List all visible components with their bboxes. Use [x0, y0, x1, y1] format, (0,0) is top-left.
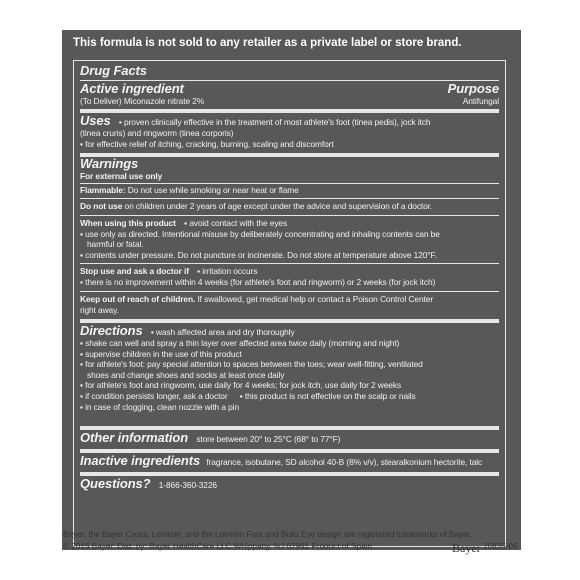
stop-use-item: ▪ there is no improvement within 4 weeks (for athlete's foot and ringworm) or 2 weeks (for jock itch) [80, 277, 499, 288]
warnings-section [80, 157, 499, 182]
directions-section [80, 324, 499, 412]
directions-item: ▪ wash affected area and dry thoroughly [151, 327, 295, 337]
other-information-section [80, 431, 499, 445]
do-not-use-section [80, 201, 499, 212]
divider [80, 263, 499, 264]
do-not-use-text: on children under 2 years of age except under the advice and supervision of a doctor. [124, 201, 433, 211]
active-ingredient-heading: Active ingredient [80, 81, 184, 96]
divider [80, 291, 499, 292]
keep-out-text: If swallowed, get medical help or contact a Poison Control Center [197, 294, 434, 304]
flammable-section [80, 185, 499, 196]
stop-use-section [80, 266, 499, 287]
inactive-ingredients-text: fragrance, isobutane, SD alcohol 40-B (8% v/v), stearalkonium hectorite, talc [206, 457, 483, 467]
flammable-label: Flammable: [80, 185, 126, 195]
keep-out-text-cont: right away. [80, 304, 119, 315]
directions-item: ▪ for athlete's foot: pay special attention to spaces between the toes; wear well-fitting, ventilated [80, 359, 499, 370]
other-information-title: Other information [80, 430, 189, 445]
uses-item: ▪ for effective relief of itching, cracking, burning, scaling and discomfort [80, 139, 499, 150]
active-ingredient-line: (To Deliver) Miconazole nitrate 2% [80, 96, 205, 106]
inactive-ingredients-title: Inactive ingredients [80, 453, 201, 468]
bayer-brand: Bayer [452, 541, 481, 555]
directions-title: Directions [80, 323, 143, 338]
drug-facts-box [73, 60, 506, 547]
uses-section [80, 114, 499, 149]
trademark-footer: Bayer, the Bayer Cross, Lotrimin, and the Lotrimin Foot and Bulls Eye design are registered trademarks of Bayer. [63, 530, 473, 539]
directions-item: ▪ for athlete's foot and ringworm, use daily for 4 weeks; for jock itch, use daily for 2 weeks [80, 380, 499, 391]
uses-item: ▪ proven clinically effective in the treatment of most athlete's foot (tinea pedis), jock itch [119, 117, 431, 127]
do-not-use-label: Do not use [80, 201, 123, 211]
directions-item: ▪ supervise children in the use of this product [80, 349, 499, 360]
drug-facts-title: Drug Facts [80, 63, 147, 78]
flammable-text: Do not use while smoking or near heat or flame [127, 185, 299, 195]
divider [80, 183, 499, 184]
external-use-text: For external use only [80, 171, 163, 181]
directions-item-cont: shoes and change shoes and socks at least once daily [87, 369, 285, 380]
when-using-section [80, 218, 499, 260]
distributor-footer: © 2015 Bayer. Dist. by: Bayer HealthCare LLC Whippany, NJ 07981 Product of Spain. [63, 542, 375, 551]
divider [80, 109, 499, 113]
when-using-item-cont: harmful or fatal. [87, 239, 144, 250]
questions-title: Questions? [80, 476, 151, 491]
uses-item-cont: (tinea cruris) and ringworm (tinea corporis) [80, 128, 234, 138]
active-ingredient-section [80, 82, 499, 107]
header-note: This formula is not sold to any retailer as a private label or store brand. [73, 37, 462, 49]
directions-item: ▪ shake can well and spray a thin layer over affected area twice daily (morning and night) [80, 338, 499, 349]
when-using-item: ▪ contents under pressure. Do not puncture or incinerate. Do not store at temperature above 120°F. [80, 250, 499, 261]
stop-use-item: ▪ irritation occurs [197, 266, 257, 276]
when-using-item: ▪ avoid contact with the eyes [184, 218, 287, 228]
when-using-item: ▪ use only as directed. Intentional misuse by deliberately concentrating and inhaling contents can be [80, 229, 499, 240]
divider [80, 215, 499, 216]
stop-use-label: Stop use and ask a doctor if [80, 266, 189, 276]
directions-item: ▪ if condition persists longer, ask a doctor [80, 391, 228, 401]
inactive-ingredients-section [80, 454, 499, 468]
uses-title: Uses [80, 113, 111, 128]
purpose-heading: Purpose [447, 81, 499, 96]
questions-section [80, 477, 499, 491]
keep-out-section [80, 294, 499, 315]
divider [80, 198, 499, 199]
directions-item: ▪ this product is not effective on the scalp or nails [240, 391, 416, 401]
warnings-title: Warnings [80, 156, 139, 171]
other-information-text: store between 20° to 25°C (68° to 77°F) [196, 434, 341, 444]
drug-facts-title-section [80, 64, 499, 78]
directions-item: ▪ in case of clogging, clean nozzle with a pin [80, 402, 499, 413]
when-using-label: When using this product [80, 218, 176, 228]
drug-facts-panel [62, 30, 521, 550]
questions-phone: 1-866-360-3226 [158, 480, 217, 490]
keep-out-label: Keep out of reach of children. [80, 294, 196, 304]
purpose-line: Antifungal [462, 96, 499, 106]
product-code: 26835-06 [483, 542, 518, 551]
